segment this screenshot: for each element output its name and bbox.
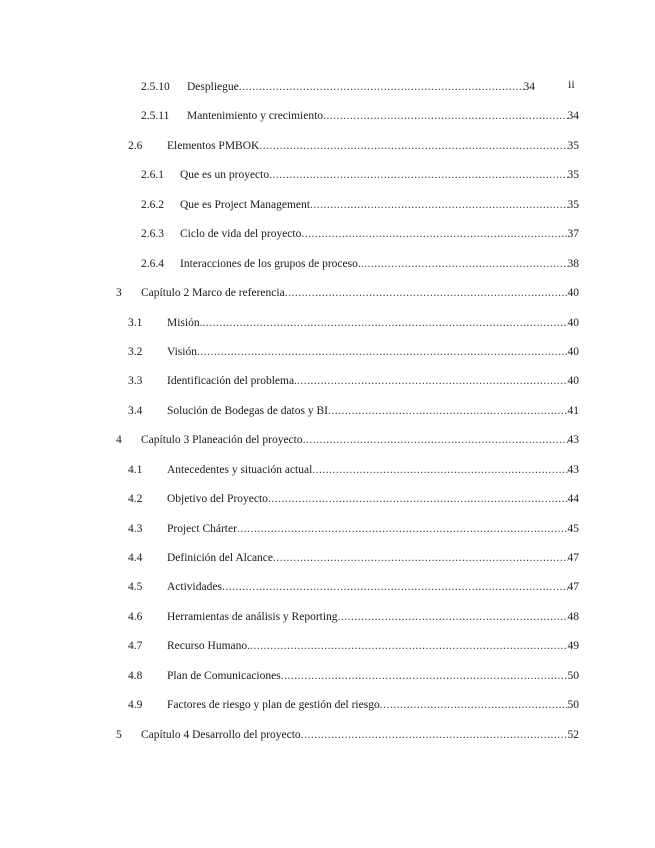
- table-of-contents: [0, 77, 655, 754]
- toc-entry-title: Recurso Humano.: [167, 640, 251, 653]
- toc-entry-page: 40: [567, 375, 579, 388]
- leader-dots: [301, 725, 568, 745]
- toc-entry-title: Antecedentes y situación actual: [167, 463, 313, 476]
- toc-entry[interactable]: [0, 106, 655, 135]
- toc-entry-page: 40: [567, 345, 579, 358]
- toc-entry-number: 2.6.2: [141, 198, 164, 211]
- toc-entry[interactable]: [0, 136, 655, 165]
- toc-entry-number: 3.1: [128, 316, 143, 329]
- toc-entry[interactable]: [0, 77, 655, 106]
- toc-entry[interactable]: [0, 224, 655, 253]
- toc-entry-title: Definición del Alcance: [167, 552, 274, 564]
- toc-entry-number: 2.6: [128, 139, 143, 152]
- toc-entry[interactable]: [0, 548, 655, 577]
- leader-dots: [237, 519, 568, 539]
- leader-dots: [285, 283, 568, 303]
- toc-entry-page: 38: [567, 257, 579, 270]
- toc-entry-title: Actividades: [167, 581, 222, 594]
- toc-entry-number: 5: [116, 728, 122, 741]
- toc-entry-title: Que es un proyecto: [180, 169, 270, 182]
- toc-entry-number: 4.5: [128, 581, 143, 594]
- toc-entry-page: 48: [567, 610, 579, 623]
- leader-dots: [380, 695, 568, 715]
- toc-entry[interactable]: [0, 430, 655, 459]
- toc-entry-number: 3: [116, 287, 122, 300]
- leader-dots: [273, 548, 567, 568]
- toc-entry-title: Elementos PMBOK: [167, 139, 260, 152]
- toc-entry-number: 4.2: [128, 493, 143, 506]
- page-number: ii: [568, 77, 575, 91]
- leader-dots: [268, 489, 568, 509]
- toc-entry-title: Interacciones de los grupos de proceso.: [180, 257, 361, 270]
- leader-dots: [239, 77, 524, 97]
- leader-dots: [202, 313, 567, 333]
- toc-entry[interactable]: [0, 519, 655, 548]
- toc-entry[interactable]: [0, 401, 655, 430]
- toc-entry-title: Mantenimiento y crecimiento: [187, 110, 324, 123]
- toc-entry-page: 34: [567, 110, 579, 123]
- toc-entry[interactable]: [0, 283, 655, 312]
- toc-entry[interactable]: [0, 371, 655, 400]
- toc-entry-number: 2.5.10: [141, 81, 170, 93]
- toc-entry[interactable]: [0, 165, 655, 194]
- leader-dots: [361, 254, 568, 274]
- leader-dots: [197, 342, 568, 362]
- toc-entry-number: 2.6.4: [141, 257, 164, 270]
- toc-entry-page: 40: [567, 316, 579, 329]
- toc-entry[interactable]: [0, 195, 655, 224]
- toc-entry-number: 4: [116, 434, 122, 447]
- toc-entry-page: 52: [567, 728, 579, 741]
- toc-entry[interactable]: [0, 460, 655, 489]
- toc-entry-page: 35: [567, 139, 579, 152]
- toc-entry-title: Que es Project Management: [180, 198, 310, 211]
- toc-entry-number: 4.1: [128, 463, 143, 476]
- toc-entry-page: 40: [567, 287, 579, 300]
- leader-dots: [310, 195, 568, 215]
- toc-entry-page: 49: [567, 640, 579, 653]
- toc-entry-title: Objetivo del Proyecto: [167, 493, 268, 506]
- leader-dots: [259, 136, 567, 156]
- toc-entry-page: 35: [567, 198, 579, 211]
- toc-entry[interactable]: [0, 725, 655, 754]
- toc-entry-title: Plan de Comunicaciones: [167, 669, 281, 682]
- toc-entry[interactable]: [0, 695, 655, 724]
- toc-entry-number: 4.7: [128, 640, 143, 653]
- leader-dots: [222, 577, 568, 597]
- toc-entry-number: 2.5.11: [141, 110, 170, 123]
- toc-entry-number: 3.4: [128, 404, 143, 417]
- leader-dots: [303, 430, 568, 450]
- toc-entry[interactable]: [0, 577, 655, 606]
- toc-entry[interactable]: [0, 254, 655, 283]
- toc-entry-page: 35: [567, 169, 579, 182]
- toc-entry-title: Identificación del problema.: [167, 375, 297, 388]
- toc-entry-page: 41: [567, 404, 579, 417]
- toc-entry-page: 45: [567, 522, 579, 535]
- toc-entry-title: Solución de Bodegas de datos y BI: [167, 404, 328, 417]
- toc-entry-title: Capítulo 4 Desarrollo del proyecto: [141, 728, 301, 741]
- toc-entry-page: 50: [567, 669, 579, 682]
- toc-entry-title: Capítulo 3 Planeación del proyecto: [141, 434, 303, 447]
- toc-entry-number: 4.4: [128, 552, 143, 564]
- toc-entry-page: 47: [567, 552, 579, 564]
- toc-entry-page: 43: [567, 434, 579, 447]
- toc-entry-page: 50: [567, 699, 579, 712]
- toc-entry-number: 4.3: [128, 522, 143, 535]
- leader-dots: [323, 106, 567, 126]
- leader-dots: [250, 636, 567, 656]
- toc-entry-number: 3.2: [128, 345, 143, 358]
- toc-entry-title: Factores de riesgo y plan de gestión del riesgo: [167, 699, 380, 712]
- toc-entry-number: 4.6: [128, 610, 143, 623]
- toc-entry[interactable]: [0, 342, 655, 371]
- toc-entry-title: Misión.: [167, 316, 203, 329]
- toc-entry-number: 3.3: [128, 375, 143, 388]
- toc-entry-title: Despliegue: [187, 81, 239, 93]
- toc-entry-number: 2.6.3: [141, 228, 164, 241]
- toc-entry[interactable]: [0, 607, 655, 636]
- toc-entry[interactable]: [0, 313, 655, 342]
- toc-entry[interactable]: [0, 489, 655, 518]
- toc-entry-title: Project Chárter: [167, 522, 237, 535]
- leader-dots: [312, 460, 567, 480]
- leader-dots: [338, 607, 568, 627]
- toc-entry[interactable]: [0, 636, 655, 665]
- toc-entry[interactable]: [0, 666, 655, 695]
- toc-entry-page: 43: [567, 463, 579, 476]
- toc-entry-number: 2.6.1: [141, 169, 164, 182]
- toc-entry-page: 47: [567, 581, 579, 594]
- leader-dots: [281, 666, 568, 686]
- toc-entry-title: Ciclo de vida del proyecto: [180, 228, 302, 241]
- toc-entry-title: Capítulo 2 Marco de referencia: [141, 287, 285, 300]
- toc-entry-number: 4.8: [128, 669, 143, 682]
- toc-entry-number: 4.9: [128, 699, 143, 712]
- leader-dots: [269, 165, 567, 185]
- toc-entry-page: 37: [567, 228, 579, 241]
- leader-dots: [297, 371, 568, 391]
- toc-entry-page: 34: [523, 81, 535, 93]
- toc-entry-page: 44: [567, 493, 579, 506]
- leader-dots: [328, 401, 568, 421]
- toc-entry-title: Visión: [167, 345, 197, 358]
- leader-dots: [301, 224, 567, 244]
- toc-entry-title: Herramientas de análisis y Reporting: [167, 610, 338, 623]
